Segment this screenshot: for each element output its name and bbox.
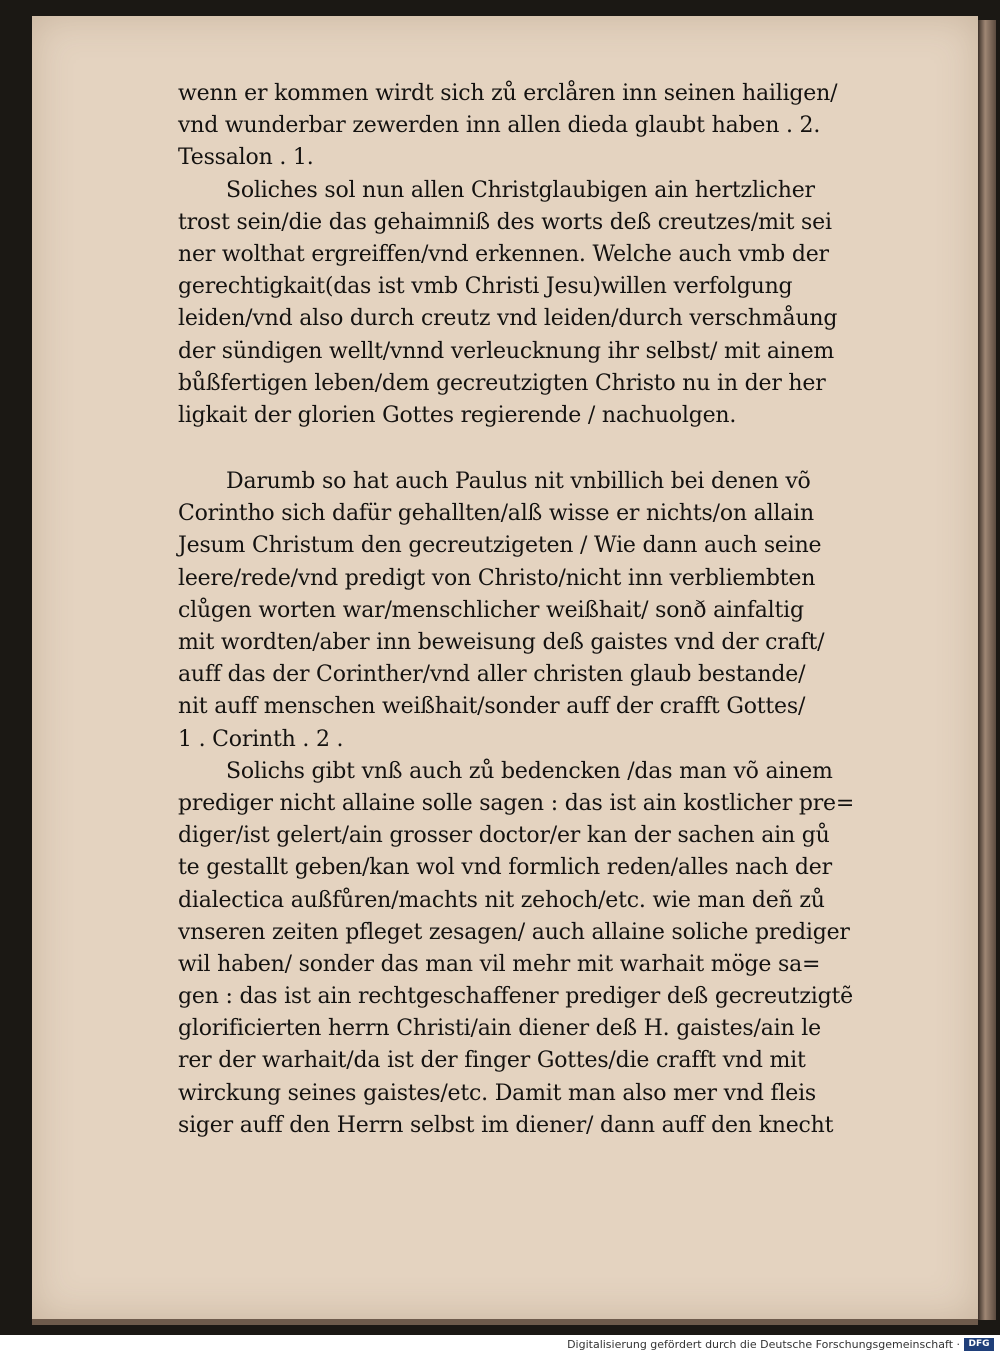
text-line: Tessalon . 1. [178, 145, 314, 171]
dfg-logo-icon[interactable]: DFG [964, 1338, 994, 1351]
page-bottom-edge [32, 1319, 978, 1325]
text-line: leiden/vnd also durch creutz vnd leiden/durch verschmåung [178, 306, 838, 332]
page-text [178, 78, 943, 1142]
text-line: Darumb so hat auch Paulus nit vnbillich bei denen võ [226, 469, 811, 495]
text-line: mit wordten/aber inn beweisung deß gaistes vnd der craft/ [178, 630, 825, 655]
paragraph [178, 466, 943, 756]
funding-credit: Digitalisierung gefördert durch die Deutsche Forschungsgemeinschaft · [567, 1338, 960, 1351]
text-line: wirckung seines gaistes/etc. Damit man also mer vnd fleis [178, 1080, 817, 1106]
text-line: bůßfertigen leben/dem gecreutzigten Christo nu in der her [178, 370, 826, 396]
text-line: trost sein/die das gehaimniß des worts deß creutzes/mit sei [178, 209, 832, 235]
text-line: Jesum Christum den gecreutzigeten / Wie dann auch seine [178, 533, 822, 559]
text-line: leere/rede/vnd predigt von Christo/nicht inn verbliembten [178, 565, 816, 591]
text-line: Corintho sich dafür gehallten/alß wisse er nichts/on allain [178, 501, 814, 527]
text-line: vnd wunderbar zewerden inn allen dieda glaubt haben . 2. [178, 113, 821, 139]
text-line: ner wolthat ergreiffen/vnd erkennen. Welche auch vmb der [178, 241, 829, 267]
paragraph [178, 756, 943, 1142]
paragraph-gap [178, 432, 943, 466]
text-line: diger/ist gelert/ain grosser doctor/er kan der sachen ain gů [178, 823, 830, 849]
text-line: ligkait der glorien Gottes regierende / nachuolgen. [178, 402, 737, 428]
text-line: wil haben/ sonder das man vil mehr mit warhait möge sa= [178, 951, 821, 977]
text-line: wenn er kommen wirdt sich zů erclåren inn seinen hailigen/ [178, 81, 838, 106]
paragraph [178, 175, 943, 433]
text-line: siger auff den Herrn selbst im diener/ dann auff den knecht [178, 1112, 834, 1138]
text-line: rer der warhait/da ist der finger Gottes/die crafft vnd mit [178, 1048, 806, 1074]
text-line: Soliches sol nun allen Christglaubigen ain hertzlicher [226, 177, 815, 203]
page-edge [978, 20, 996, 1320]
text-line: 1 . Corinth . 2 . [178, 726, 344, 752]
text-line: clůgen worten war/menschlicher weißhait/ sonð ainfaltig [178, 597, 804, 623]
text-line: nit auff menschen weißhait/sonder auff der crafft Gottes/ [178, 694, 806, 720]
text-line: der sündigen wellt/vnnd verleucknung ihr selbst/ mit ainem [178, 338, 835, 364]
text-line: gerechtigkait(das ist vmb Christi Jesu)willen verfolgung [178, 274, 793, 300]
text-line: vnseren zeiten pfleget zesagen/ auch allaine soliche prediger [178, 919, 850, 945]
text-line: te gestallt geben/kan wol vnd formlich reden/alles nach der [178, 855, 832, 881]
footer-bar [0, 1335, 1000, 1355]
text-line: prediger nicht allaine solle sagen : das ist ain kostlicher pre= [178, 790, 855, 816]
paragraph [178, 78, 943, 175]
text-line: Solichs gibt vnß auch zů bedencken /das man võ ainem [226, 758, 833, 784]
text-line: gen : das ist ain rechtgeschaffener prediger deß gecreutzigtẽ [178, 984, 853, 1010]
text-line: glorificierten herrn Christi/ain diener deß H. gaistes/ain le [178, 1016, 821, 1042]
text-line: auff das der Corinther/vnd aller christen glaub bestande/ [178, 662, 806, 688]
text-line: dialectica außfůren/machts nit zehoch/etc. wie man deñ zů [178, 887, 825, 913]
